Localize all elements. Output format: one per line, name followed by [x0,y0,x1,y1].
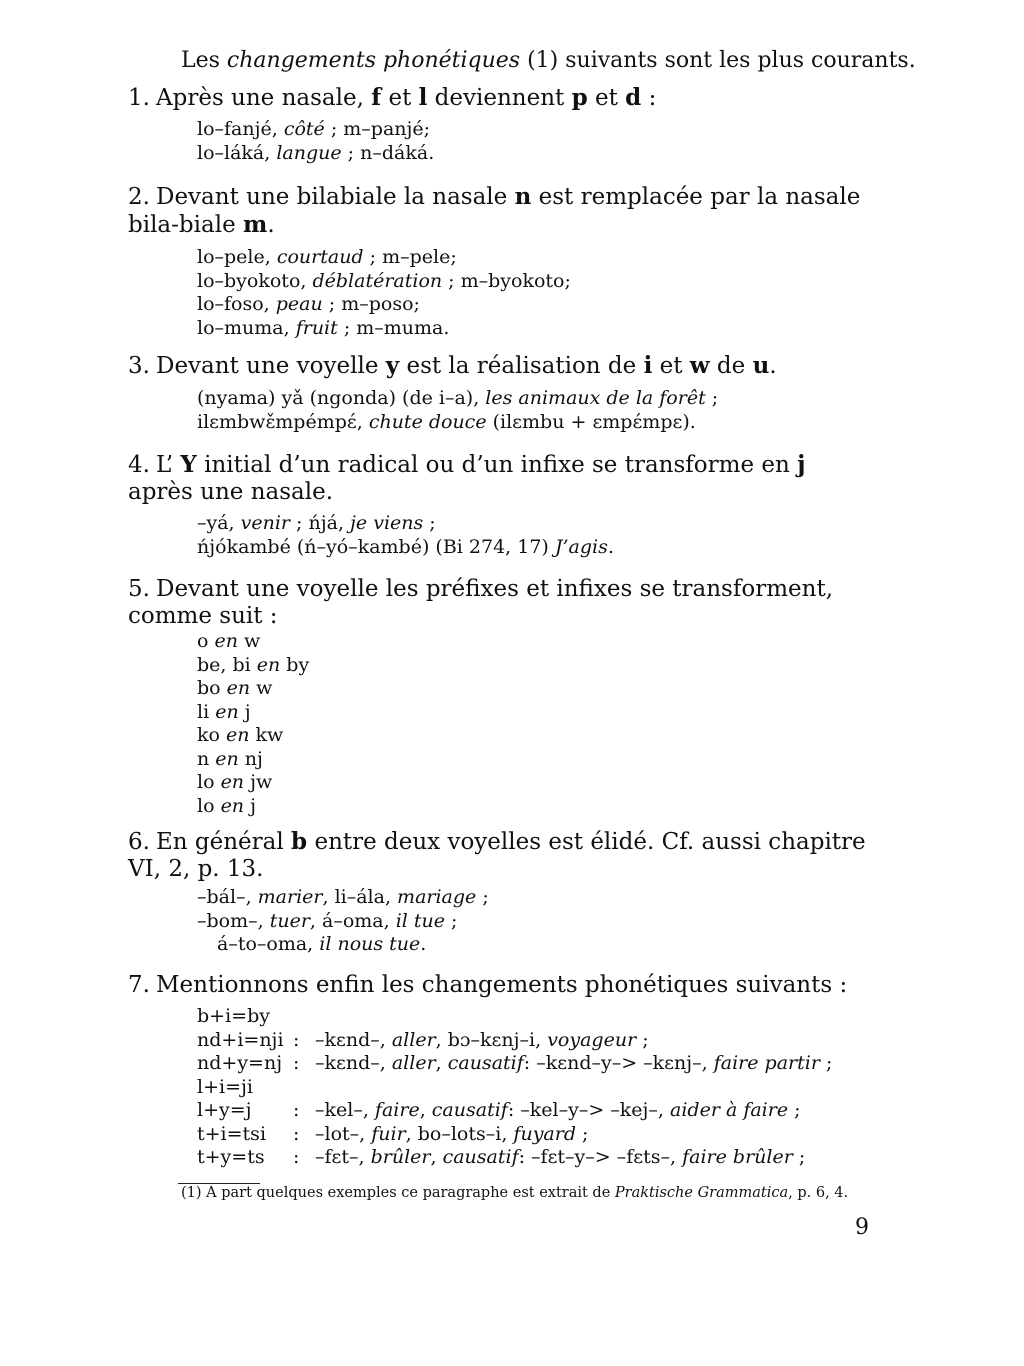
footnote-divider [178,1183,260,1184]
example-line: li en j [197,700,251,723]
example-line: –bál–, marier, li–ála, mariage ; [197,886,489,908]
example-line: lo–foso, peau ; m–poso; [197,293,420,315]
example-line: lo–láká, langue ; n–dáká. [197,141,435,164]
section-3-heading: 3. Devant une voyelle y est la réalisation de i et w de u. [128,352,777,379]
example-line: n en nj [197,747,263,770]
example-line: be, bi en by [197,653,310,676]
section-4-examples [197,512,614,559]
section-7-heading: 7. Mentionnons enfin les changements phonétiques suivants : [128,972,848,998]
rule-row: t+y=ts : –fɛt–, brûler, causatif: –fɛt–y–> –fɛts–, faire brûler ; [197,1146,806,1168]
footnote: (1) A part quelques exemples ce paragraphe est extrait de Praktische Grammatica, p. 6, 4. [181,1185,849,1201]
example-line: lo–muma, fruit ; m–muma. [197,316,450,339]
section-2-heading: 2. Devant une bilabiale la nasale n est remplacée par la nasale bila-biale m. [128,183,861,238]
section-4-heading: 4. L’ Y initial d’un radical ou d’un infixe se transforme en j après une nasale. [128,451,806,505]
example-line: lo en j [197,794,256,817]
section-6-examples [197,886,489,957]
example-line: lo–fanjé, côté ; m–panjé; [197,118,431,140]
section-6-heading: 6. En général b entre deux voyelles est élidé. Cf. aussi chapitre VI, 2, p. 13. [128,828,866,882]
section-2-examples [197,246,571,340]
page-number: 9 [855,1215,869,1240]
section-5-heading: 5. Devant une voyelle les préfixes et infixes se transforment, comme suit : [128,576,834,629]
example-line: ńjókambé (ń–yó–kambé) (Bi 274, 17) J’agis. [197,535,614,558]
example-line: –bom–, tuer, á–oma, il tue ; [197,909,458,932]
intro-line: Les changements phonétiques (1) suivants sont les plus courants. [181,48,916,73]
example-line: ilɛmbwɛ̌mpémpɛ́, chute douce (ilɛmbu + ɛmpɛ́mpɛ). [197,410,696,433]
rule-row: b+i=by [197,1005,270,1027]
example-line: á–to–oma, il nous tue. [217,933,427,955]
section-7-table [197,1005,832,1170]
example-line: lo en jw [197,771,273,793]
example-line: o en w [197,630,261,652]
example-line: lo–byokoto, déblatération ; m–byokoto; [197,269,571,292]
rule-row: nd+y=nj : –kɛnd–, aller, causatif: –kɛnd–y–> –kɛnj–, faire partir ; [197,1052,833,1074]
example-line: bo en w [197,677,273,699]
section-1-examples [197,118,434,165]
rule-row: l+i=ji [197,1075,253,1098]
section-1-heading: 1. Après une nasale, f et l deviennent p et d : [128,84,657,111]
example-line: –yá, venir ; ńjá, je viens ; [197,512,436,534]
example-line: ko en kw [197,724,284,746]
example-line: lo–pele, courtaud ; m–pele; [197,246,457,268]
rule-row: t+i=tsi : –lot–, fuir, bo–lots–i, fuyard ; [197,1122,589,1145]
rule-row: nd+i=nji : –kɛnd–, aller, bɔ–kɛnj–i, voyageur ; [197,1028,649,1051]
section-3-examples [197,387,718,434]
rule-row: l+y=j : –kel–, faire, causatif: –kel–y–> –kej–, aider à faire ; [197,1099,801,1121]
section-5-examples [197,630,309,818]
example-line: (nyama) yǎ (ngonda) (de i–a), les animaux de la forêt ; [197,387,719,409]
